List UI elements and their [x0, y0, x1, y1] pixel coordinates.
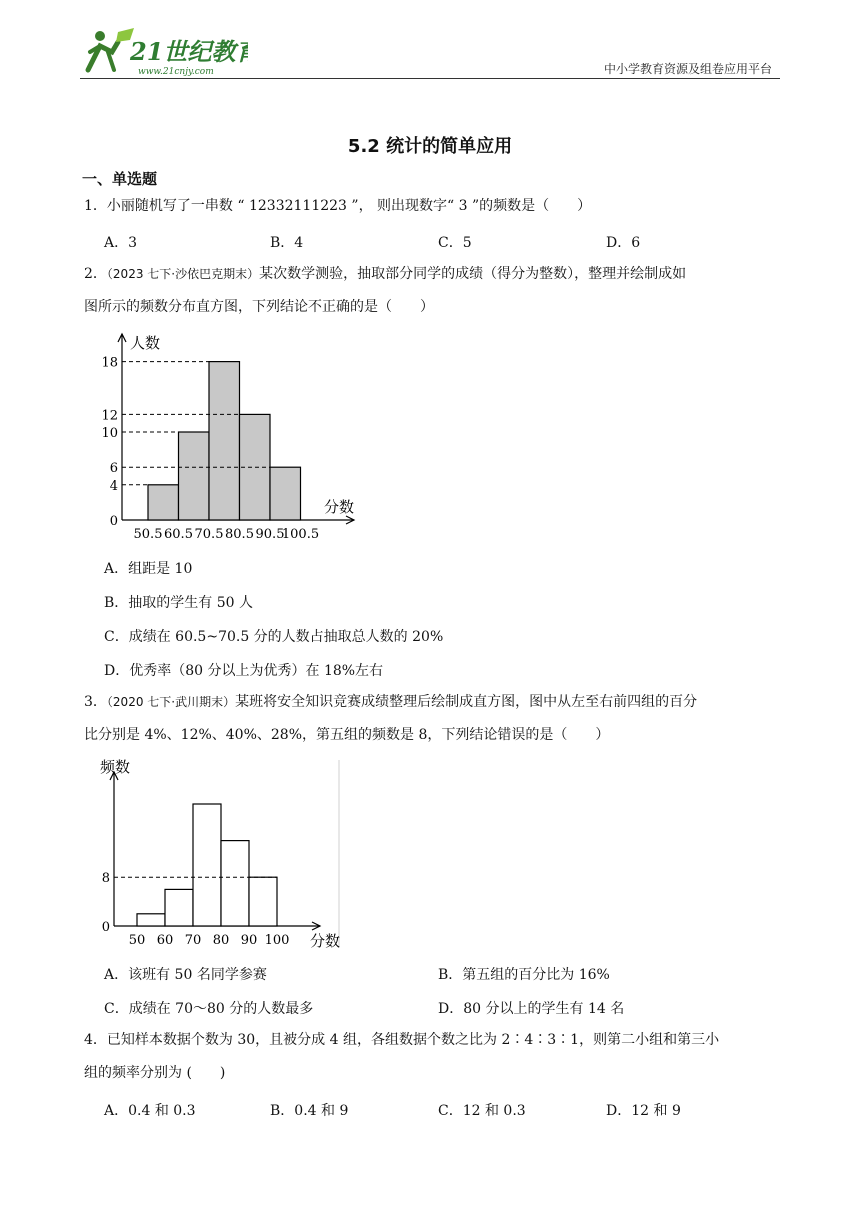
histogram-bar	[270, 467, 301, 520]
histogram-bar	[193, 804, 221, 926]
q2-option-d[interactable]: D．优秀率（80 分以上为优秀）在 18%左右	[104, 663, 384, 679]
x-tick-label: 70	[184, 933, 202, 948]
histogram-bar	[249, 877, 277, 926]
histogram-bar	[179, 432, 210, 520]
histogram-chart-2	[96, 756, 346, 952]
y-axis-title: 频数	[100, 758, 131, 776]
q2-option-b[interactable]: B．抽取的学生有 50 人	[104, 595, 254, 611]
site-logo	[78, 26, 248, 78]
x-tick-label: 80	[212, 933, 230, 948]
q2-option-c[interactable]: C．成绩在 60.5~70.5 分的人数占抽取总人数的 20%	[104, 629, 444, 645]
y-tick-label: 6	[109, 461, 118, 477]
y-axis-title: 人数	[130, 334, 161, 352]
question-source: （2023 七下·沙依巴克期末）	[106, 267, 260, 281]
y-tick-label: 0	[101, 920, 110, 935]
y-tick-label: 12	[101, 408, 118, 424]
question-3: 3．（2020 七下·武川期末）某班将安全知识竞赛成绩整理后绘制成直方图，图中从左至右前四组的百分 比分别是 4%、12%、40%、28%，第五组的频数是 8，下列结论错误的是（ ）	[84, 694, 698, 743]
x-tick-label: 80.5	[225, 527, 254, 542]
q1-option-d[interactable]: D．6	[606, 235, 641, 251]
histogram-bar	[137, 914, 165, 926]
question-2: 2．（2023 七下·沙依巴克期末）某次数学测验，抽取部分同学的成绩（得分为整数），整理并绘制成如 图所示的频数分布直方图，下列结论不正确的是（ ）	[84, 266, 687, 315]
histogram-bar	[209, 362, 240, 520]
y-tick-label: 10	[101, 426, 118, 441]
x-tick-label: 90	[240, 933, 258, 948]
x-tick-label: 100	[264, 933, 290, 948]
q4-option-a[interactable]: A．0.4 和 0.3	[104, 1103, 196, 1119]
q2-option-a[interactable]: A．组距是 10	[104, 561, 193, 577]
question-source: （2020 七下·武川期末）	[106, 695, 236, 709]
y-tick-label: 4	[109, 478, 118, 494]
x-tick-label: 60.5	[164, 527, 193, 542]
x-axis-title: 分数	[324, 498, 355, 516]
y-tick-label: 8	[101, 871, 110, 887]
platform-name: 中小学教育资源及组卷应用平台	[603, 62, 772, 76]
x-tick-label: 50	[128, 933, 146, 948]
page-title: 5.2 统计的简单应用	[347, 136, 513, 157]
y-tick-label: 0	[109, 514, 118, 529]
q3-option-a[interactable]: A．该班有 50 名同学参赛	[104, 967, 267, 983]
q4-option-d[interactable]: D．12 和 9	[606, 1103, 681, 1119]
histogram-chart-1	[96, 328, 366, 550]
x-tick-label: 90.5	[255, 527, 285, 542]
x-tick-label: 100.5	[281, 527, 320, 542]
q3-option-c[interactable]: C．成绩在 70～80 分的人数最多	[104, 1001, 314, 1017]
histogram-bar	[165, 889, 193, 926]
q4-option-b[interactable]: B．0.4 和 9	[270, 1103, 349, 1119]
x-axis-title: 分数	[310, 932, 341, 950]
header-divider	[80, 78, 780, 79]
x-tick-label: 60	[156, 933, 174, 948]
y-tick-label: 18	[101, 355, 118, 371]
svg-text:21世纪教育: 21世纪教育	[130, 37, 248, 66]
question-1: 1．小丽随机写了一串数 “ 12332111223 ”， 则出现数字“ 3 ”的频数是（ ）	[84, 198, 592, 214]
q1-option-c[interactable]: C．5	[438, 235, 472, 251]
q3-option-d[interactable]: D．80 分以上的学生有 14 名	[438, 1001, 625, 1017]
question-4: 4．已知样本数据个数为 30，且被分成 4 组，各组数据个数之比为 2∶4∶3∶1，则第二小组和第三小 组的频率分别为 ( )	[84, 1032, 720, 1081]
x-tick-label: 50.5	[133, 527, 163, 542]
q3-option-b[interactable]: B．第五组的百分比为 16%	[438, 967, 610, 983]
histogram-bar	[148, 485, 179, 520]
q1-option-a[interactable]: A．3	[104, 235, 138, 251]
section-heading: 一、单选题	[82, 170, 158, 188]
histogram-bar	[221, 841, 249, 926]
q1-option-b[interactable]: B．4	[270, 235, 304, 251]
svg-text:www.21cnjy.com: www.21cnjy.com	[138, 67, 214, 77]
x-tick-label: 70.5	[194, 527, 224, 542]
q4-option-c[interactable]: C．12 和 0.3	[438, 1103, 526, 1119]
